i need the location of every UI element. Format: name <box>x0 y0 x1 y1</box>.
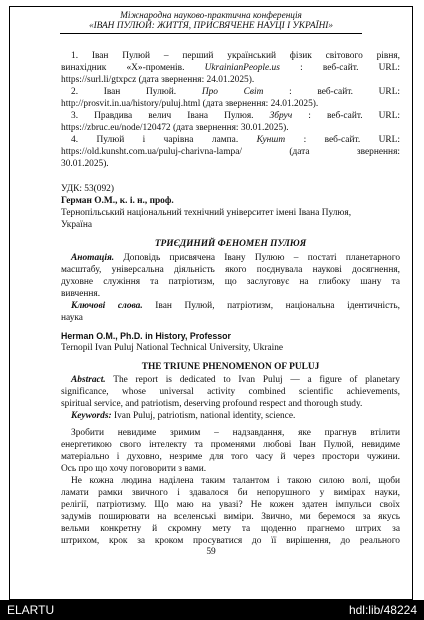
footer-repository-name: ELARTU <box>7 603 55 617</box>
abstract-en-line3: spiritual service, and patriotism, deserving profound respect and thorough study. <box>61 399 363 409</box>
reference-3-line1: 3. Правдива велич Івана Пулюя. Збруч : веб-сайт. URL: <box>71 111 401 121</box>
body-paragraph-2-line4: задумів поширювати на вселенські виміри. Звично, ми беремося за якусь <box>61 512 400 522</box>
article-title-en: THE TRIUNE PHENOMENON OF PULUJ <box>141 362 320 372</box>
keywords-ua-line2: наука <box>61 313 83 323</box>
abstract-ua-line2: масштабу, універсальна діяльність якого поєднувала наукові досягнення, <box>61 265 400 275</box>
body-paragraph-2-line2: ламати рамки звичного і здавалося би непорушного у вимірах науки, <box>61 488 400 498</box>
body-paragraph-2-line3: релігії, патріотизму. Що маю на увазі? Не кожен здатен імпульси своїх <box>61 500 400 510</box>
conference-header-line1: Міжнародна науково-практична конференція <box>120 11 302 21</box>
affiliation-en: Ternopil Ivan Puluj National Technical University, Ukraine <box>61 343 284 353</box>
reference-1-line3: https://surl.li/gtxpcz (дата звернення: 24.01.2025). <box>61 75 255 85</box>
reference-4-line2: https://old.kunsht.com.ua/puluj-charivna-lampa/ (дата звернення: <box>61 147 400 157</box>
header-rule <box>60 33 362 34</box>
document-page <box>9 6 413 600</box>
body-paragraph-2-line6: штрихом, крок за кроком просуватися до її вирішення, до реального <box>61 536 400 546</box>
body-paragraph-1-line1: Зробити невидиме зримим – надзавдання, яке прагнув втілити <box>71 428 400 438</box>
abstract-en-line1: Abstract. The report is dedicated to Ivan Puluj — a figure of planetary <box>71 375 400 385</box>
author-en: Herman O.M., Ph.D. in History, Professor <box>61 331 231 341</box>
abstract-en-line2: significance, whose universal activity combined scientific achievements, <box>61 387 400 397</box>
abstract-ua-line1: Анотація. Доповідь присвячена Івану Пулюю – постаті планетарного <box>71 253 401 263</box>
reference-1-line1: 1. Іван Пулюй – перший український фізик світового рівня, <box>71 51 400 61</box>
reference-1-line2: винахідник «Х»-променів. UkrainianPeople.us : веб-сайт. URL: <box>61 63 401 73</box>
body-paragraph-1-line3: матеріально і духовно, незриме для того часу й через простори чужини. <box>61 452 400 462</box>
article-title-ua: ТРИЄДИНИЙ ФЕНОМЕН ПУЛЮЯ <box>154 239 307 249</box>
body-paragraph-2-line1: Не кожна людина наділена таким талантом і такою силою волі, щоби <box>71 476 400 486</box>
keywords-en: Keywords: Ivan Puluj, patriotism, national identity, science. <box>71 411 296 421</box>
reference-2-line1: 2. Іван Пулюй. Про Світ : веб-сайт. URL: <box>71 87 401 97</box>
author-ua: Герман О.М., к. і. н., проф. <box>61 196 174 206</box>
keywords-ua-line1: Ключові слова. Іван Пулюй, патріотизм, національна ідентичність, <box>71 301 400 311</box>
affiliation-ua-line1: Тернопільський національний технічний університет імені Івана Пулюя, <box>61 208 352 218</box>
page-number: 59 <box>206 547 216 557</box>
abstract-ua-line4: вивчення. <box>61 289 101 299</box>
body-paragraph-1-line4: Ось про що хочу поговорити з вами. <box>61 464 207 474</box>
body-paragraph-1-line2: енергетикою свого інтелекту та променями любові Іван Пулюй, невидиме <box>61 440 400 450</box>
footer-bar <box>0 600 424 620</box>
reference-4-line1: 4. Пулюй і чарівна лампа. Куншт : веб-сайт. URL: <box>71 135 401 145</box>
reference-4-line3: 30.01.2025). <box>61 159 109 169</box>
reference-3-line2: https://zbruc.eu/node/120472 (дата звернення: 30.01.2025). <box>61 123 289 133</box>
affiliation-ua-line2: Україна <box>61 220 92 230</box>
udc-code: УДК: 53(092) <box>61 184 114 194</box>
conference-header-line2: «ІВАН ПУЛЮЙ: ЖИТТЯ, ПРИСВЯЧЕНЕ НАУЦІ І УКРАЇНІ» <box>88 21 334 31</box>
footer-handle: hdl:lib/48224 <box>348 603 417 617</box>
abstract-ua-line3: духовне служіння та патріотизм, що заслуговує на глибоку шану та <box>61 277 400 287</box>
body-paragraph-2-line5: вельми конкретну й скромну мету та щоденно прагнемо штрих за <box>61 524 400 534</box>
reference-2-line2: http://prosvit.in.ua/history/puluj.html (дата звернення: 24.01.2025). <box>61 99 319 109</box>
